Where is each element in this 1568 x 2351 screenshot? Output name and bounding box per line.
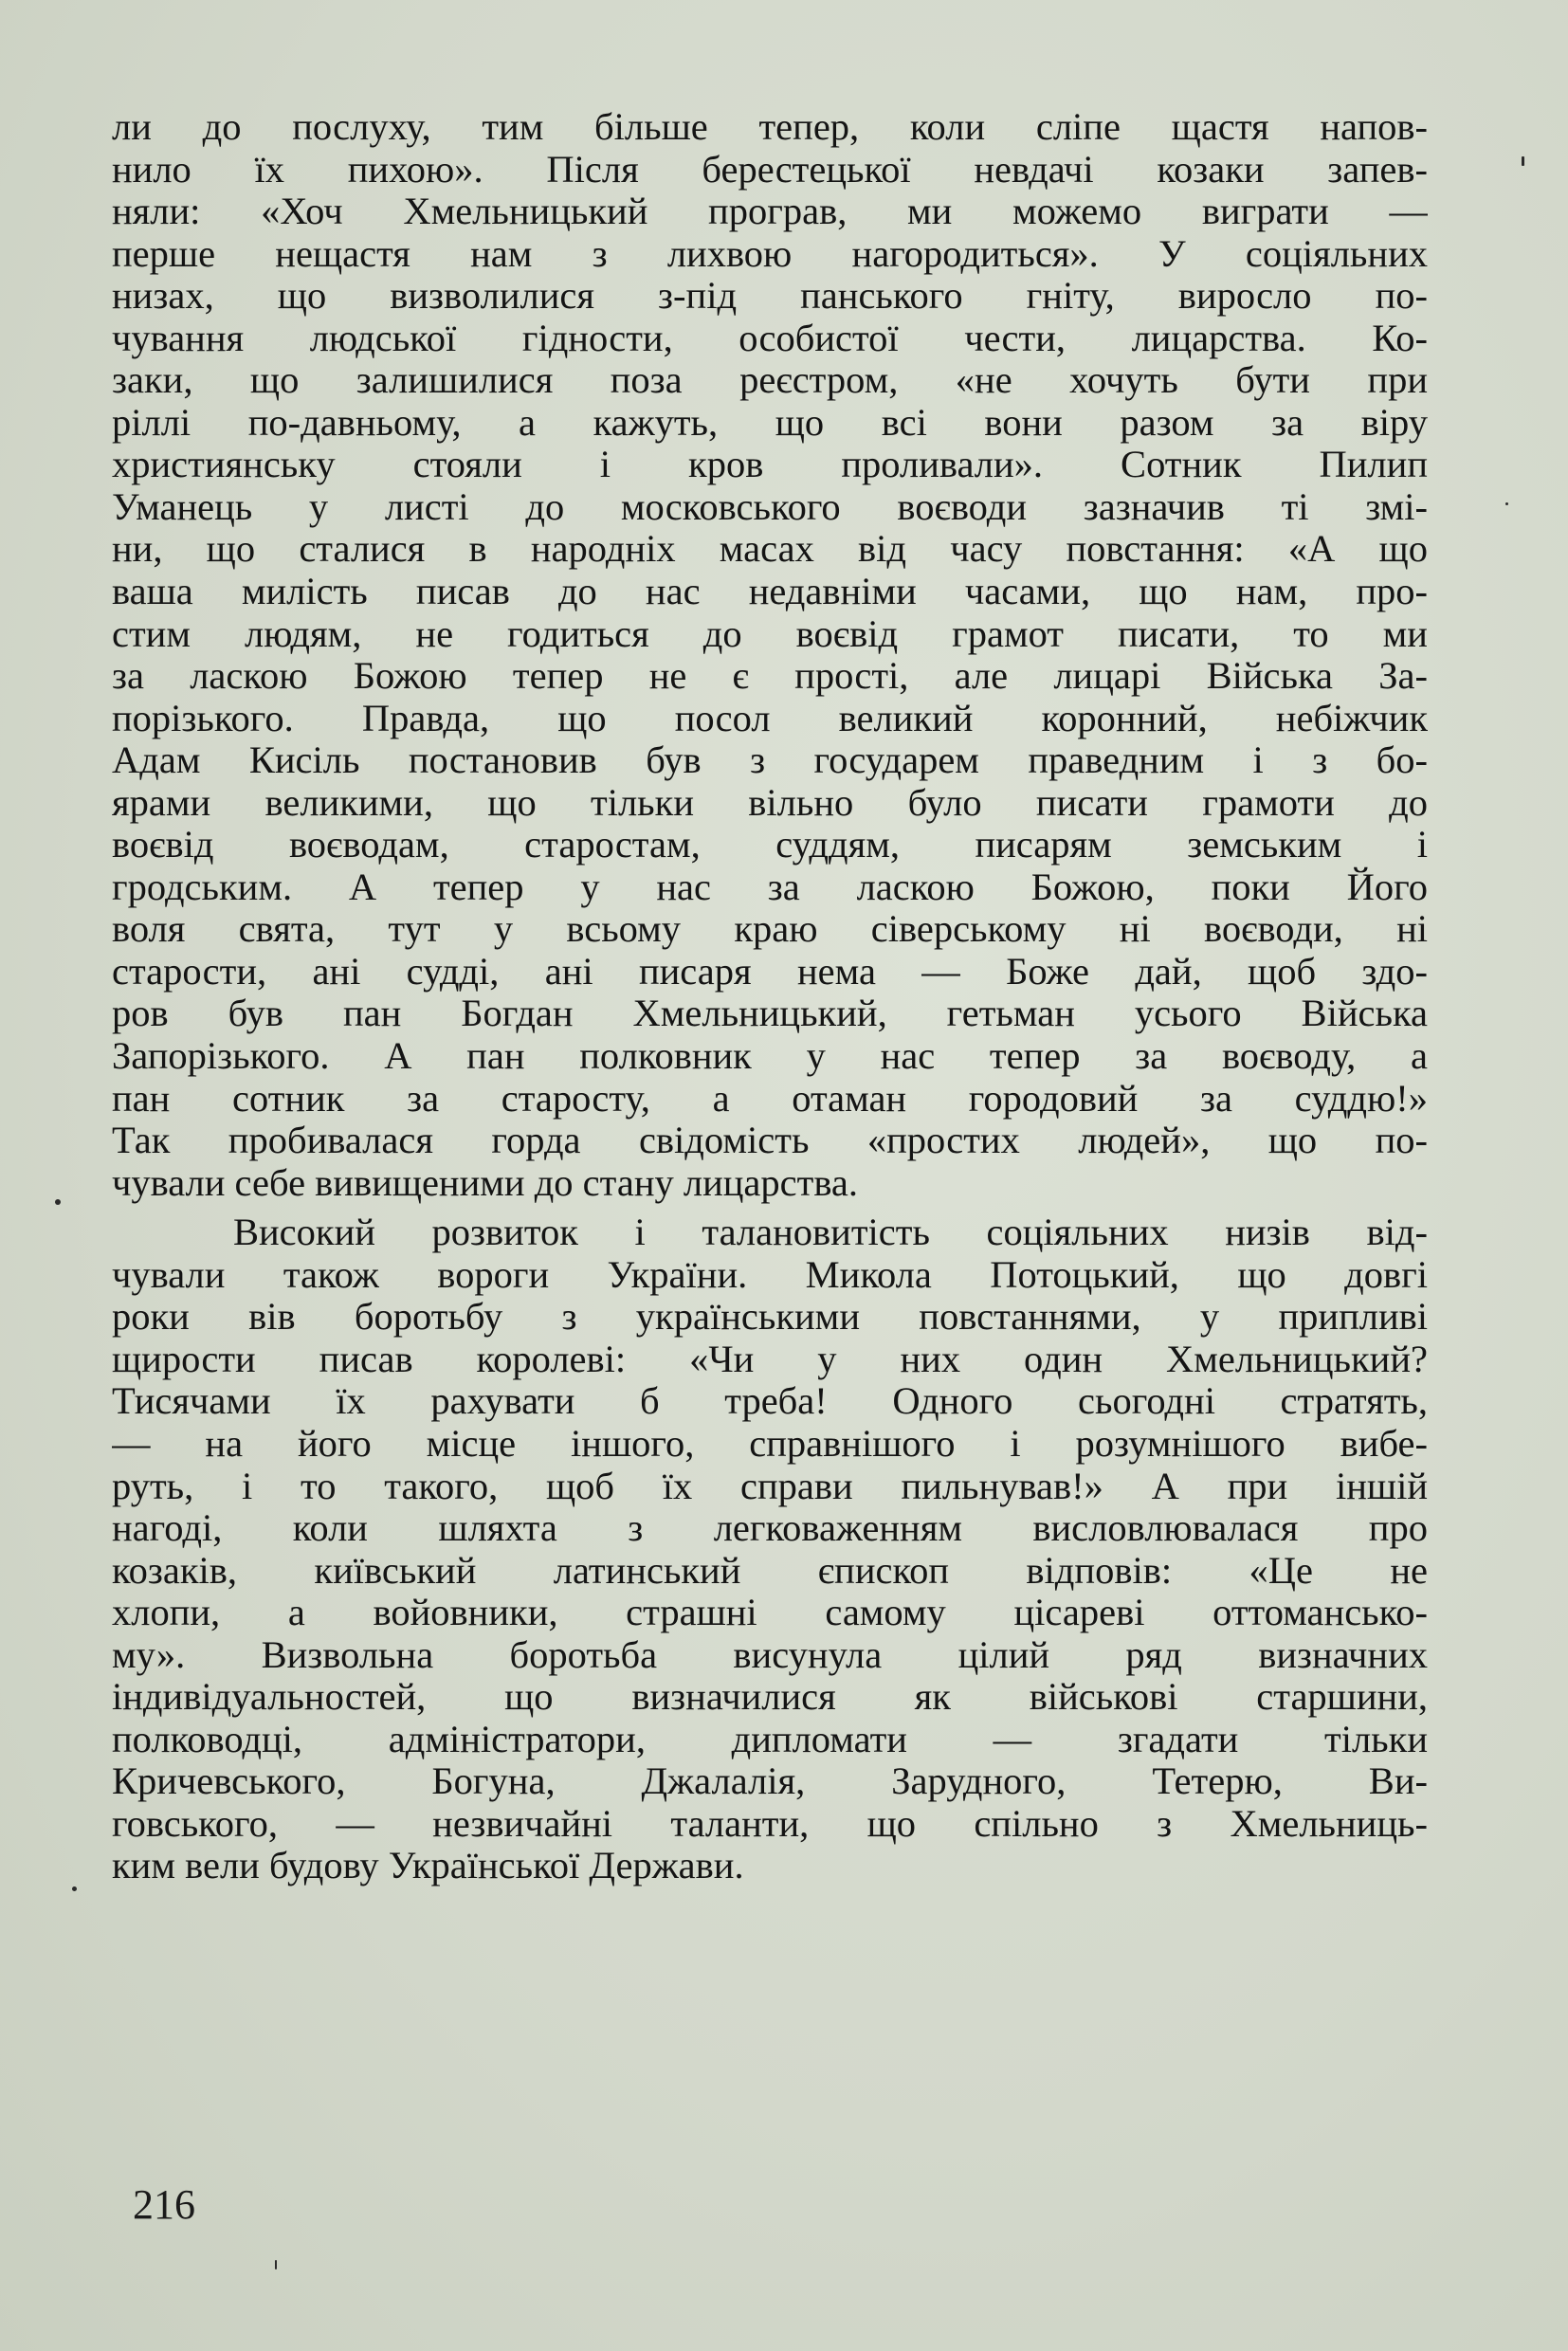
text-line: Запорізького. А пан полковник у нас тепер за воєводу, а [112, 1035, 1428, 1078]
body-text [112, 106, 1428, 1887]
text-line: Так пробивалася горда свідомість «простих людей», що по- [112, 1120, 1428, 1162]
page-number: 216 [133, 2181, 195, 2228]
text-line: нагоді, коли шляхта з легковаженням висловлювалася про [112, 1507, 1428, 1550]
text-line: нило їх пихою». Після берестецької невдачі козаки запев- [112, 148, 1428, 191]
paragraph-2 [112, 1212, 1428, 1887]
text-line: ярами великими, що тільки вільно було писати грамоти до [112, 781, 1428, 824]
text-line: старости, ані судді, ані писаря нема — Боже дай, щоб здо- [112, 950, 1428, 993]
text-line: щирости писав королеві: «Чи у них один Хмельницький? [112, 1338, 1428, 1380]
text-line: му». Визвольна боротьба висунула цілий ряд визначних [112, 1633, 1428, 1676]
scan-speck [55, 1199, 61, 1205]
text-line: гродським. А тепер у нас за ласкою Божою, поки Його [112, 866, 1428, 908]
text-line: чували також вороги України. Микола Потоцький, що довгі [112, 1253, 1428, 1296]
text-line: стим людям, не годиться до воєвід грамот писати, то ми [112, 612, 1428, 655]
text-line: няли: «Хоч Хмельницький програв, ми можемо виграти — [112, 191, 1428, 233]
text-line: низах, що визволилися з-під панського гніту, виросло по- [112, 275, 1428, 318]
scan-speck [72, 1886, 77, 1891]
text-line: ріллі по-давньому, а кажуть, що всі вони разом за віру [112, 401, 1428, 444]
scan-speck [275, 2260, 277, 2269]
text-line: ли до послуху, тим більше тепер, коли сліпе щастя напов- [112, 106, 1428, 148]
text-line: Кричевського, Богуна, Джалалія, Зарудного, Тетерю, Ви- [112, 1760, 1428, 1803]
text-line: Уманець у листі до московського воєводи зазначив ті змі- [112, 485, 1428, 528]
text-line: ров був пан Богдан Хмельницький, гетьман усього Війська [112, 993, 1428, 1035]
text-line: — на його місце іншого, справнішого і розумнішого вибе- [112, 1422, 1428, 1465]
text-line: хлопи, а войовники, страшні самому цісареві оттомансько- [112, 1592, 1428, 1634]
text-line: християнську стояли і кров проливали». Сотник Пилип [112, 444, 1428, 486]
text-line: ким вели будову Української Держави. [112, 1845, 744, 1887]
text-line: перше нещастя нам з лихвою нагородиться». У соціяльних [112, 232, 1428, 275]
text-line: полководці, адміністратори, дипломати — згадати тільки [112, 1718, 1428, 1760]
text-line: пан сотник за старосту, а отаман городовий за суддю!» [112, 1077, 1428, 1120]
text-line: козаків, київський латинський єпископ відповів: «Це не [112, 1549, 1428, 1592]
scan-speck [1505, 502, 1508, 505]
text-line: порізького. Правда, що посол великий коронний, небіжчик [112, 697, 1428, 739]
text-line: Тисячами їх рахувати б треба! Одного сьогодні стратять, [112, 1380, 1428, 1423]
text-line: чували себе вивищеними до стану лицарства. [112, 1161, 859, 1204]
text-line: роки вів боротьбу з українськими повстаннями, у припливі [112, 1296, 1428, 1339]
text-line: індивідуальностей, що визначилися як військові старшини, [112, 1676, 1428, 1719]
text-line: Адам Кисіль постановив був з государем праведним і з бо- [112, 739, 1428, 782]
text-line: ни, що сталися в народніх масах від часу повстання: «А що [112, 528, 1428, 571]
text-line: воля свята, тут у всьому краю сіверському ні воєводи, ні [112, 908, 1428, 951]
text-line: говського, — незвичайні таланти, що спільно з Хмельниць- [112, 1802, 1428, 1845]
text-line: ваша милість писав до нас недавніми часами, що нам, про- [112, 571, 1428, 613]
scan-speck [1522, 156, 1524, 166]
text-line: Високий розвиток і талановитість соціяльних низів від- [233, 1212, 1428, 1254]
text-line: заки, що залишилися поза реєстром, «не хочуть бути при [112, 359, 1428, 402]
paragraph-1 [112, 106, 1428, 1204]
text-line: чування людської гідности, особистої чести, лицарства. Ко- [112, 317, 1428, 359]
text-line: руть, і то такого, щоб їх справи пильнував!» А при іншій [112, 1465, 1428, 1507]
text-line: воєвід воєводам, старостам, суддям, писарям земським і [112, 824, 1428, 866]
text-line: за ласкою Божою тепер не є прості, але лицарі Війська За- [112, 655, 1428, 698]
